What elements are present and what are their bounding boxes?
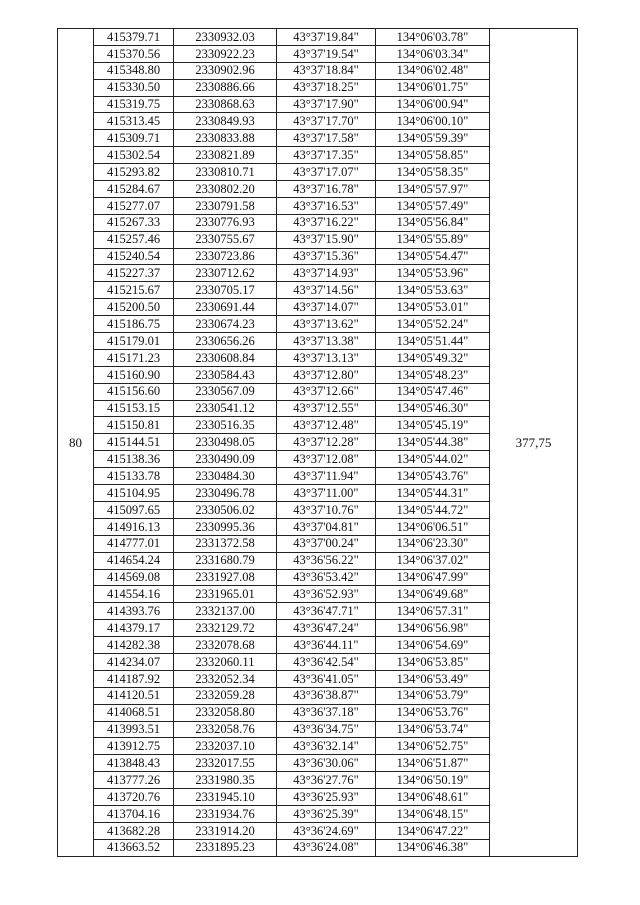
y-coordinate-cell: 2330886.66 xyxy=(174,79,277,96)
x-coordinate-cell: 414120.51 xyxy=(94,687,174,704)
latitude-cell: 43°37'19.84" xyxy=(277,29,376,46)
x-coordinate-cell: 415156.60 xyxy=(94,383,174,400)
latitude-cell: 43°36'37.18" xyxy=(277,704,376,721)
y-coordinate-cell: 2330755.67 xyxy=(174,231,277,248)
longitude-cell: 134°06'53.49" xyxy=(376,670,490,687)
x-coordinate-cell: 415277.07 xyxy=(94,197,174,214)
longitude-cell: 134°06'01.75" xyxy=(376,79,490,96)
x-coordinate-cell: 413777.26 xyxy=(94,772,174,789)
x-coordinate-cell: 415257.46 xyxy=(94,231,174,248)
x-coordinate-cell: 415153.15 xyxy=(94,400,174,417)
x-coordinate-cell: 415330.50 xyxy=(94,79,174,96)
y-coordinate-cell: 2330833.88 xyxy=(174,130,277,147)
x-coordinate-cell: 414068.51 xyxy=(94,704,174,721)
y-coordinate-cell: 2332052.34 xyxy=(174,670,277,687)
longitude-cell: 134°06'00.10" xyxy=(376,113,490,130)
y-coordinate-cell: 2330705.17 xyxy=(174,282,277,299)
y-coordinate-cell: 2332058.80 xyxy=(174,704,277,721)
latitude-cell: 43°36'47.71" xyxy=(277,603,376,620)
y-coordinate-cell: 2330490.09 xyxy=(174,451,277,468)
x-coordinate-cell: 414379.17 xyxy=(94,620,174,637)
latitude-cell: 43°36'42.54" xyxy=(277,653,376,670)
latitude-cell: 43°37'14.07" xyxy=(277,299,376,316)
y-coordinate-cell: 2330506.02 xyxy=(174,501,277,518)
y-coordinate-cell: 2330791.58 xyxy=(174,197,277,214)
y-coordinate-cell: 2330712.62 xyxy=(174,265,277,282)
longitude-cell: 134°06'00.94" xyxy=(376,96,490,113)
latitude-cell: 43°37'16.78" xyxy=(277,181,376,198)
x-coordinate-cell: 415348.80 xyxy=(94,62,174,79)
x-coordinate-cell: 415215.67 xyxy=(94,282,174,299)
y-coordinate-cell: 2331980.35 xyxy=(174,772,277,789)
x-coordinate-cell: 415240.54 xyxy=(94,248,174,265)
y-coordinate-cell: 2330821.89 xyxy=(174,147,277,164)
longitude-cell: 134°06'52.75" xyxy=(376,738,490,755)
y-coordinate-cell: 2330691.44 xyxy=(174,299,277,316)
x-coordinate-cell: 414777.01 xyxy=(94,535,174,552)
longitude-cell: 134°05'58.85" xyxy=(376,147,490,164)
longitude-cell: 134°05'44.38" xyxy=(376,434,490,451)
y-coordinate-cell: 2332058.76 xyxy=(174,721,277,738)
latitude-cell: 43°37'15.90" xyxy=(277,231,376,248)
x-coordinate-cell: 415302.54 xyxy=(94,147,174,164)
x-coordinate-cell: 413704.16 xyxy=(94,805,174,822)
longitude-cell: 134°05'47.46" xyxy=(376,383,490,400)
latitude-cell: 43°36'27.76" xyxy=(277,772,376,789)
latitude-cell: 43°37'16.22" xyxy=(277,214,376,231)
y-coordinate-cell: 2330498.05 xyxy=(174,434,277,451)
y-coordinate-cell: 2332137.00 xyxy=(174,603,277,620)
latitude-cell: 43°37'12.28" xyxy=(277,434,376,451)
x-coordinate-cell: 415097.65 xyxy=(94,501,174,518)
x-coordinate-cell: 414282.38 xyxy=(94,637,174,654)
longitude-cell: 134°06'47.22" xyxy=(376,822,490,839)
longitude-cell: 134°06'49.68" xyxy=(376,586,490,603)
x-coordinate-cell: 413993.51 xyxy=(94,721,174,738)
y-coordinate-cell: 2330902.96 xyxy=(174,62,277,79)
latitude-cell: 43°37'17.07" xyxy=(277,164,376,181)
latitude-cell: 43°36'30.06" xyxy=(277,755,376,772)
latitude-cell: 43°36'53.42" xyxy=(277,569,376,586)
latitude-cell: 43°36'32.14" xyxy=(277,738,376,755)
longitude-cell: 134°06'53.85" xyxy=(376,653,490,670)
latitude-cell: 43°37'14.56" xyxy=(277,282,376,299)
latitude-cell: 43°37'12.08" xyxy=(277,451,376,468)
y-coordinate-cell: 2330496.78 xyxy=(174,485,277,502)
x-coordinate-cell: 415319.75 xyxy=(94,96,174,113)
section-number-cell: 80 xyxy=(58,29,94,857)
longitude-cell: 134°05'53.01" xyxy=(376,299,490,316)
longitude-cell: 134°06'53.76" xyxy=(376,704,490,721)
y-coordinate-cell: 2330995.36 xyxy=(174,518,277,535)
longitude-cell: 134°06'54.69" xyxy=(376,637,490,654)
latitude-cell: 43°37'17.35" xyxy=(277,147,376,164)
y-coordinate-cell: 2332037.10 xyxy=(174,738,277,755)
y-coordinate-cell: 2330802.20 xyxy=(174,181,277,198)
latitude-cell: 43°36'24.69" xyxy=(277,822,376,839)
longitude-cell: 134°05'44.02" xyxy=(376,451,490,468)
y-coordinate-cell: 2331945.10 xyxy=(174,789,277,806)
y-coordinate-cell: 2332129.72 xyxy=(174,620,277,637)
longitude-cell: 134°06'56.98" xyxy=(376,620,490,637)
y-coordinate-cell: 2330922.23 xyxy=(174,45,277,62)
y-coordinate-cell: 2330656.26 xyxy=(174,333,277,350)
x-coordinate-cell: 414654.24 xyxy=(94,552,174,569)
x-coordinate-cell: 413848.43 xyxy=(94,755,174,772)
y-coordinate-cell: 2331680.79 xyxy=(174,552,277,569)
longitude-cell: 134°06'47.99" xyxy=(376,569,490,586)
x-coordinate-cell: 415186.75 xyxy=(94,316,174,333)
longitude-cell: 134°05'56.84" xyxy=(376,214,490,231)
y-coordinate-cell: 2331914.20 xyxy=(174,822,277,839)
x-coordinate-cell: 415171.23 xyxy=(94,349,174,366)
longitude-cell: 134°06'02.48" xyxy=(376,62,490,79)
x-coordinate-cell: 413912.75 xyxy=(94,738,174,755)
latitude-cell: 43°36'47.24" xyxy=(277,620,376,637)
y-coordinate-cell: 2332078.68 xyxy=(174,637,277,654)
latitude-cell: 43°36'52.93" xyxy=(277,586,376,603)
longitude-cell: 134°05'52.24" xyxy=(376,316,490,333)
y-coordinate-cell: 2331895.23 xyxy=(174,839,277,856)
longitude-cell: 134°05'53.96" xyxy=(376,265,490,282)
x-coordinate-cell: 415150.81 xyxy=(94,417,174,434)
longitude-cell: 134°05'53.63" xyxy=(376,282,490,299)
latitude-cell: 43°37'12.48" xyxy=(277,417,376,434)
y-coordinate-cell: 2331372.58 xyxy=(174,535,277,552)
longitude-cell: 134°05'46.30" xyxy=(376,400,490,417)
y-coordinate-cell: 2331927.08 xyxy=(174,569,277,586)
latitude-cell: 43°37'14.93" xyxy=(277,265,376,282)
longitude-cell: 134°05'48.23" xyxy=(376,366,490,383)
x-coordinate-cell: 413720.76 xyxy=(94,789,174,806)
longitude-cell: 134°06'23.30" xyxy=(376,535,490,552)
y-coordinate-cell: 2332017.55 xyxy=(174,755,277,772)
longitude-cell: 134°05'49.32" xyxy=(376,349,490,366)
x-coordinate-cell: 414916.13 xyxy=(94,518,174,535)
longitude-cell: 134°05'58.35" xyxy=(376,164,490,181)
latitude-cell: 43°37'12.80" xyxy=(277,366,376,383)
x-coordinate-cell: 415104.95 xyxy=(94,485,174,502)
x-coordinate-cell: 414187.92 xyxy=(94,670,174,687)
coordinates-table-body xyxy=(58,29,578,857)
x-coordinate-cell: 415133.78 xyxy=(94,468,174,485)
y-coordinate-cell: 2330723.86 xyxy=(174,248,277,265)
latitude-cell: 43°37'11.94" xyxy=(277,468,376,485)
latitude-cell: 43°37'11.00" xyxy=(277,485,376,502)
y-coordinate-cell: 2331965.01 xyxy=(174,586,277,603)
latitude-cell: 43°37'17.70" xyxy=(277,113,376,130)
latitude-cell: 43°37'12.66" xyxy=(277,383,376,400)
y-coordinate-cell: 2330868.63 xyxy=(174,96,277,113)
longitude-cell: 134°06'37.02" xyxy=(376,552,490,569)
latitude-cell: 43°37'13.62" xyxy=(277,316,376,333)
y-coordinate-cell: 2331934.76 xyxy=(174,805,277,822)
longitude-cell: 134°05'51.44" xyxy=(376,333,490,350)
x-coordinate-cell: 413663.52 xyxy=(94,839,174,856)
longitude-cell: 134°05'57.97" xyxy=(376,181,490,198)
latitude-cell: 43°37'04.81" xyxy=(277,518,376,535)
longitude-cell: 134°06'03.78" xyxy=(376,29,490,46)
x-coordinate-cell: 415144.51 xyxy=(94,434,174,451)
longitude-cell: 134°06'46.38" xyxy=(376,839,490,856)
latitude-cell: 43°37'19.54" xyxy=(277,45,376,62)
x-coordinate-cell: 415160.90 xyxy=(94,366,174,383)
x-coordinate-cell: 414234.07 xyxy=(94,653,174,670)
table-row xyxy=(58,29,578,46)
x-coordinate-cell: 415370.56 xyxy=(94,45,174,62)
y-coordinate-cell: 2330567.09 xyxy=(174,383,277,400)
x-coordinate-cell: 415309.71 xyxy=(94,130,174,147)
x-coordinate-cell: 415227.37 xyxy=(94,265,174,282)
latitude-cell: 43°37'18.84" xyxy=(277,62,376,79)
longitude-cell: 134°06'03.34" xyxy=(376,45,490,62)
longitude-cell: 134°06'51.87" xyxy=(376,755,490,772)
latitude-cell: 43°37'00.24" xyxy=(277,535,376,552)
latitude-cell: 43°36'38.87" xyxy=(277,687,376,704)
latitude-cell: 43°36'24.08" xyxy=(277,839,376,856)
longitude-cell: 134°05'59.39" xyxy=(376,130,490,147)
latitude-cell: 43°37'13.13" xyxy=(277,349,376,366)
longitude-cell: 134°05'57.49" xyxy=(376,197,490,214)
latitude-cell: 43°37'17.58" xyxy=(277,130,376,147)
y-coordinate-cell: 2332060.11 xyxy=(174,653,277,670)
y-coordinate-cell: 2330810.71 xyxy=(174,164,277,181)
y-coordinate-cell: 2330541.12 xyxy=(174,400,277,417)
longitude-cell: 134°06'53.79" xyxy=(376,687,490,704)
x-coordinate-cell: 415313.45 xyxy=(94,113,174,130)
y-coordinate-cell: 2332059.28 xyxy=(174,687,277,704)
latitude-cell: 43°37'18.25" xyxy=(277,79,376,96)
x-coordinate-cell: 415138.36 xyxy=(94,451,174,468)
x-coordinate-cell: 415293.82 xyxy=(94,164,174,181)
x-coordinate-cell: 414569.08 xyxy=(94,569,174,586)
latitude-cell: 43°37'13.38" xyxy=(277,333,376,350)
x-coordinate-cell: 415284.67 xyxy=(94,181,174,198)
latitude-cell: 43°36'34.75" xyxy=(277,721,376,738)
longitude-cell: 134°06'50.19" xyxy=(376,772,490,789)
longitude-cell: 134°06'48.61" xyxy=(376,789,490,806)
y-coordinate-cell: 2330776.93 xyxy=(174,214,277,231)
x-coordinate-cell: 415179.01 xyxy=(94,333,174,350)
latitude-cell: 43°37'17.90" xyxy=(277,96,376,113)
coordinates-table xyxy=(57,28,578,857)
y-coordinate-cell: 2330584.43 xyxy=(174,366,277,383)
latitude-cell: 43°37'12.55" xyxy=(277,400,376,417)
longitude-cell: 134°06'48.15" xyxy=(376,805,490,822)
latitude-cell: 43°37'10.76" xyxy=(277,501,376,518)
longitude-cell: 134°05'54.47" xyxy=(376,248,490,265)
longitude-cell: 134°06'53.74" xyxy=(376,721,490,738)
y-coordinate-cell: 2330516.35 xyxy=(174,417,277,434)
latitude-cell: 43°36'25.93" xyxy=(277,789,376,806)
latitude-cell: 43°37'15.36" xyxy=(277,248,376,265)
latitude-cell: 43°36'41.05" xyxy=(277,670,376,687)
y-coordinate-cell: 2330849.93 xyxy=(174,113,277,130)
section-area-cell: 377,75 xyxy=(490,29,578,857)
longitude-cell: 134°05'45.19" xyxy=(376,417,490,434)
x-coordinate-cell: 415200.50 xyxy=(94,299,174,316)
latitude-cell: 43°36'56.22" xyxy=(277,552,376,569)
x-coordinate-cell: 414393.76 xyxy=(94,603,174,620)
longitude-cell: 134°06'06.51" xyxy=(376,518,490,535)
longitude-cell: 134°05'43.76" xyxy=(376,468,490,485)
x-coordinate-cell: 414554.16 xyxy=(94,586,174,603)
longitude-cell: 134°05'44.31" xyxy=(376,485,490,502)
longitude-cell: 134°05'55.89" xyxy=(376,231,490,248)
x-coordinate-cell: 415267.33 xyxy=(94,214,174,231)
y-coordinate-cell: 2330484.30 xyxy=(174,468,277,485)
y-coordinate-cell: 2330608.84 xyxy=(174,349,277,366)
x-coordinate-cell: 413682.28 xyxy=(94,822,174,839)
y-coordinate-cell: 2330674.23 xyxy=(174,316,277,333)
y-coordinate-cell: 2330932.03 xyxy=(174,29,277,46)
latitude-cell: 43°36'25.39" xyxy=(277,805,376,822)
latitude-cell: 43°37'16.53" xyxy=(277,197,376,214)
longitude-cell: 134°06'57.31" xyxy=(376,603,490,620)
x-coordinate-cell: 415379.71 xyxy=(94,29,174,46)
longitude-cell: 134°05'44.72" xyxy=(376,501,490,518)
latitude-cell: 43°36'44.11" xyxy=(277,637,376,654)
